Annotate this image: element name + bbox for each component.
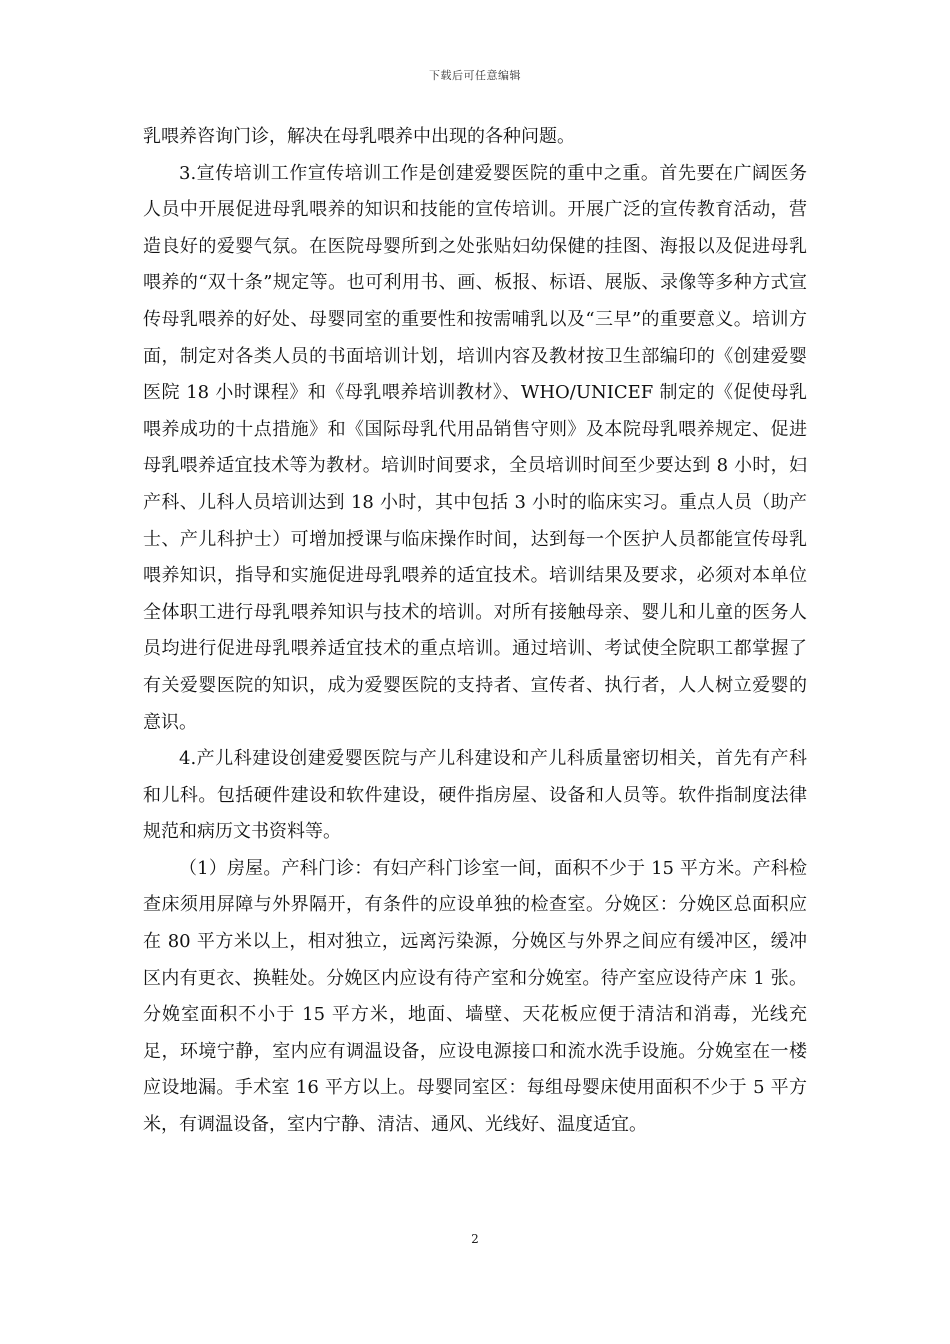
paragraph-continuation: 乳喂养咨询门诊，解决在母乳喂养中出现的各种问题。 [143, 126, 575, 147]
page-header: 下载后可任意编辑 [429, 69, 521, 82]
paragraph-publicity-training: 3.宣传培训工作宣传培训工作是创建爱婴医院的重中之重。首先要在广阔医务人员中开展促进母乳喂养的知识和技能的宣传培训。开展广泛的宣传教育活动，营造良好的爱婴气氛。在医院母婴所到之处张贴妇幼保健的挂图、海报以及促进母乳喂养的“双十条”规定等。也可利用书、画、板报、标语、展版、录像等多种方式宣传母乳喂养的好处、母婴同室的重要性和按需哺乳以及“三早”的重要意义。培训方面，制定对各类人员的书面培训计划，培训内容及教材按卫生部编印的《创建爱婴医院 18 小时课程》和《母乳喂养培训教材》、WHO/UNICEF 制定的《促使母乳喂养成功的十点措施》和《国际母乳代用品销售守则》及本院母乳喂养规定、促进母乳喂养适宜技术等为教材。培训时间要求，全员培训时间至少要达到 8 小时，妇产科、儿科人员培训达到 18 小时，其中包括 3 小时的临床实习。重点人员（助产士、产儿科护士）可增加授课与临床操作时间，达到每一个医护人员都能宣传母乳喂养知识，指导和实施促进母乳喂养的适宜技术。培训结果及要求，必须对本单位全体职工进行母乳喂养知识与技术的培训。对所有接触母亲、婴儿和儿童的医务人员均进行促进母乳喂养适宜技术的重点培训。通过培训、考试使全院职工都掌握了有关爱婴医院的知识，成为爱婴医院的支持者、宣传者、执行者，人人树立爱婴的意识。 [143, 162, 807, 733]
page-number: 2 [471, 1232, 479, 1246]
document-body [143, 119, 807, 1144]
paragraph-obstetrics-pediatrics: 4.产儿科建设创建爱婴医院与产儿科建设和产儿科质量密切相关，首先有产科和儿科。包括硬件建设和软件建设，硬件指房屋、设备和人员等。软件指制度法律规范和病历文书资料等。 [143, 748, 807, 843]
paragraph-rooms: （1）房屋。产科门诊：有妇产科门诊室一间，面积不少于 15 平方米。产科检查床须用屏障与外界隔开，有条件的应设单独的检查室。分娩区：分娩区总面积应在 80 平方米以上，相对独立，远离污染源，分娩区与外界之间应有缓冲区，缓冲区内有更衣、换鞋处。分娩区内应设有待产室和分娩室。待产室应设待产床 1 张。分娩室面积不小于 15 平方米，地面、墙壁、天花板应便于清洁和消毒，光线充足，环境宁静，室内应有调温设备，应设电源接口和流水洗手设施。分娩室在一楼应设地漏。手术室 16 平方以上。母婴同室区：每组母婴床使用面积不少于 5 平方米，有调温设备，室内宁静、清洁、通风、光线好、温度适宜。 [143, 857, 807, 1136]
